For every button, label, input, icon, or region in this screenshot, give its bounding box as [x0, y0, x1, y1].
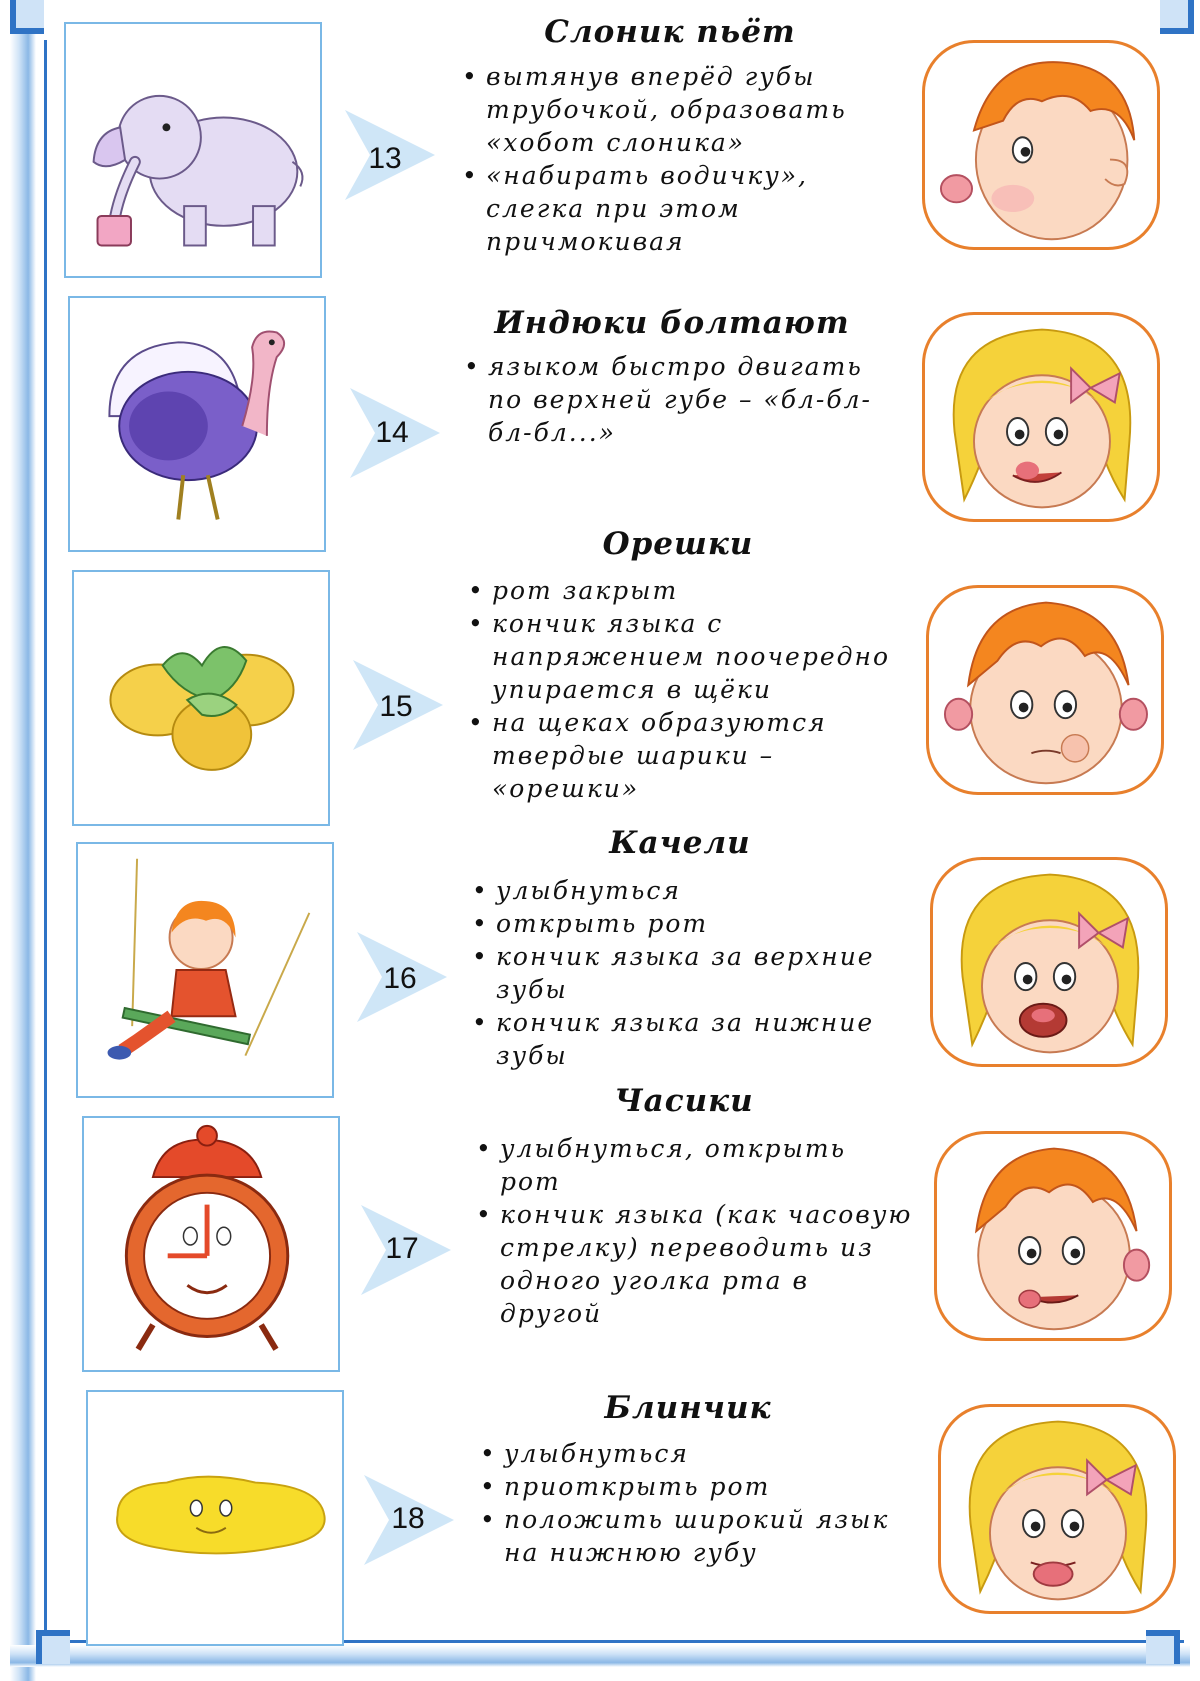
corner-ornament-bottom-left [36, 1630, 70, 1664]
instruction-item: • улыбнуться [470, 874, 910, 907]
exercise-instructions [460, 60, 900, 258]
girl-face-tongue-up [922, 312, 1160, 522]
exercise-instructions [478, 1437, 918, 1569]
exercise-title: Часики [614, 1083, 754, 1119]
boy-face-tongue-side [934, 1131, 1172, 1341]
exercise-instructions [466, 574, 906, 805]
exercise-instructions [474, 1132, 914, 1330]
exercise-number: 16 [383, 962, 417, 995]
exercise-number: 13 [368, 142, 402, 175]
page-border-bottom [10, 1645, 1190, 1667]
instruction-item: • улыбнуться [478, 1437, 918, 1470]
pancake-icon [86, 1390, 344, 1646]
instruction-item: • рот закрыт [466, 574, 906, 607]
exercise-number: 17 [385, 1232, 419, 1265]
exercise-title: Индюки болтают [494, 305, 850, 341]
page-border-left-line [44, 40, 47, 1640]
alarm-clock-icon [82, 1116, 340, 1372]
page-border-left [10, 0, 36, 1681]
exercise-title: Слоник пьёт [544, 14, 796, 50]
instruction-item: • кончик языка за верхние зубы [470, 940, 910, 1006]
girl-face-mouth-open [930, 857, 1168, 1067]
elephant-icon [64, 22, 322, 278]
exercise-number: 15 [379, 690, 413, 723]
turkey-icon [68, 296, 326, 552]
instruction-item: • приоткрыть рот [478, 1470, 918, 1503]
corner-ornament-bottom-right [1146, 1630, 1180, 1664]
instruction-item: • положить широкий язык на нижнюю губу [478, 1503, 918, 1569]
instruction-item: • улыбнуться, открыть рот [474, 1132, 914, 1198]
instruction-item: • кончик языка с напряжением поочередно упирается в щёки [466, 607, 906, 706]
instruction-item: • кончик языка (как часовую стрелку) переводить из одного уголка рта в другой [474, 1198, 914, 1330]
exercise-instructions [470, 874, 910, 1072]
instruction-item: • языком быстро двигать по верхней губе – «бл-бл-бл-бл...» [462, 350, 902, 449]
corner-ornament-top-right [1160, 0, 1194, 34]
exercise-number: 18 [391, 1502, 425, 1535]
exercise-title: Орешки [602, 526, 754, 562]
instruction-item: • на щеках образуются твердые шарики – «орешки» [466, 706, 906, 805]
instruction-item: • открыть рот [470, 907, 910, 940]
exercise-number: 14 [375, 416, 409, 449]
boy-face-cheek-puffed [926, 585, 1164, 795]
exercise-title: Качели [609, 825, 751, 861]
instruction-item: • вытянув вперёд губы трубочкой, образовать «хобот слоника» [460, 60, 900, 159]
instruction-item: • «набирать водичку», слегка при этом причмокивая [460, 159, 900, 258]
boy-face-lips-pursed [922, 40, 1160, 250]
exercise-instructions [462, 350, 902, 449]
girl-face-tongue-out [938, 1404, 1176, 1614]
swing-icon [76, 842, 334, 1098]
hazelnuts-icon [72, 570, 330, 826]
corner-ornament-top-left [10, 0, 44, 34]
exercise-title: Блинчик [604, 1390, 772, 1426]
instruction-item: • кончик языка за нижние зубы [470, 1006, 910, 1072]
